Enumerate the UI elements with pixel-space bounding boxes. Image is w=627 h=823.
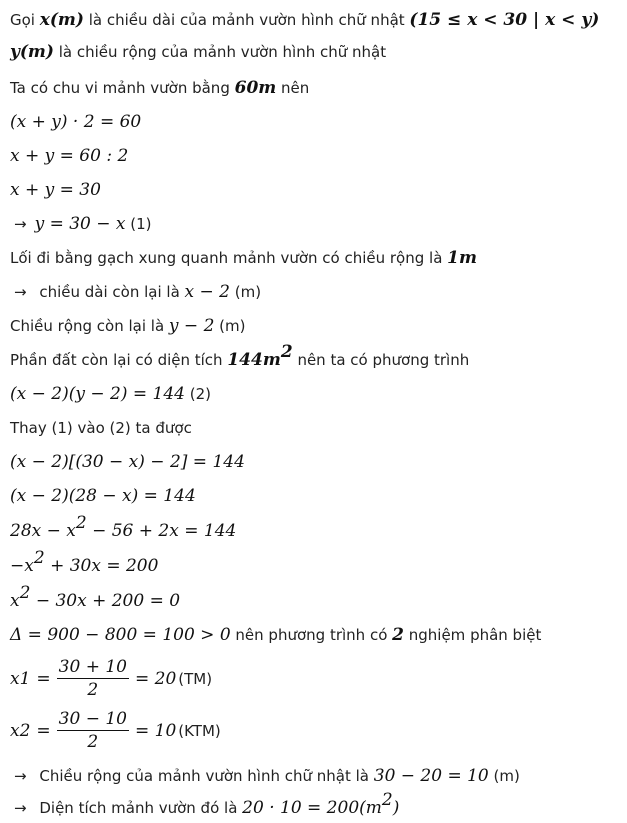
equation-perimeter: (x + y) · 2 = 60 [10,112,142,132]
line-area-result: → Diện tích mảnh vườn đó là $20 \cdot 10 = 200(m^2)$ [14,790,400,818]
line-define-x: Gọi x(m) là chiều dài của mảnh vườn hình chữ nhật (15 ≤ x < 30 | x < y) [10,10,600,30]
equation-sum-step: x + y = 60 : 2 [10,146,129,166]
arrow-icon: → [14,283,27,301]
line-discriminant: Δ = 900 − 800 = 100 > 0 nên phương trình có 2 nghiệm phân biệt [10,625,542,645]
line-remaining-width: Chiều rộng còn lại là y − 2 (m) [10,316,246,336]
equation-quadratic: $x^2 - 30x + 200 = 0$ [10,583,181,611]
line-substitute: Thay (1) vào (2) ta được [10,419,192,437]
line-define-y: y(m) là chiều rộng của mảnh vườn hình chữ nhật [10,42,387,62]
equation-area: (x − 2)(y − 2) = 144 (2) [10,384,211,404]
line-perimeter: Ta có chu vi mảnh vườn bằng 60m nên [10,78,310,98]
equation-sum: x + y = 30 [10,180,101,200]
equation-root-1: x 1 = $\frac{30 + 10}{2}$ = 20 (TM) [10,657,213,700]
equation-substituted: (x − 2)[(30 − x) − 2] = 144 [10,452,245,472]
equation-expanded: $28x - x^2 - 56 + 2x = 144$ [10,513,237,541]
line-remaining-area: Phần đất còn lại có diện tích $144m^2$ nên ta có phương trình [10,342,470,370]
arrow-icon: → [14,767,27,785]
equation-root-2: x 2 = $\frac{30 - 10}{2}$ = 10 (KTM) [10,709,221,752]
arrow-icon: → [14,215,27,233]
equation-collected: $-x^2 + 30x = 200$ [10,548,159,576]
equation-y-expression: → y = 30 − x (1) [14,214,152,234]
arrow-icon: → [14,799,27,817]
fraction: $\frac{30 - 10}{2}$ [58,709,127,752]
line-remaining-length: → chiều dài còn lại là x − 2 (m) [14,282,262,302]
line-path-width: Lối đi bằng gạch xung quanh mảnh vườn có chiều rộng là 1m [10,248,477,268]
line-width-result: → Chiều rộng của mảnh vườn hình chữ nhật là 30 − 20 = 10 (m) [14,766,520,786]
fraction: $\frac{30 + 10}{2}$ [58,657,127,700]
equation-simplified: (x − 2)(28 − x) = 144 [10,486,196,506]
